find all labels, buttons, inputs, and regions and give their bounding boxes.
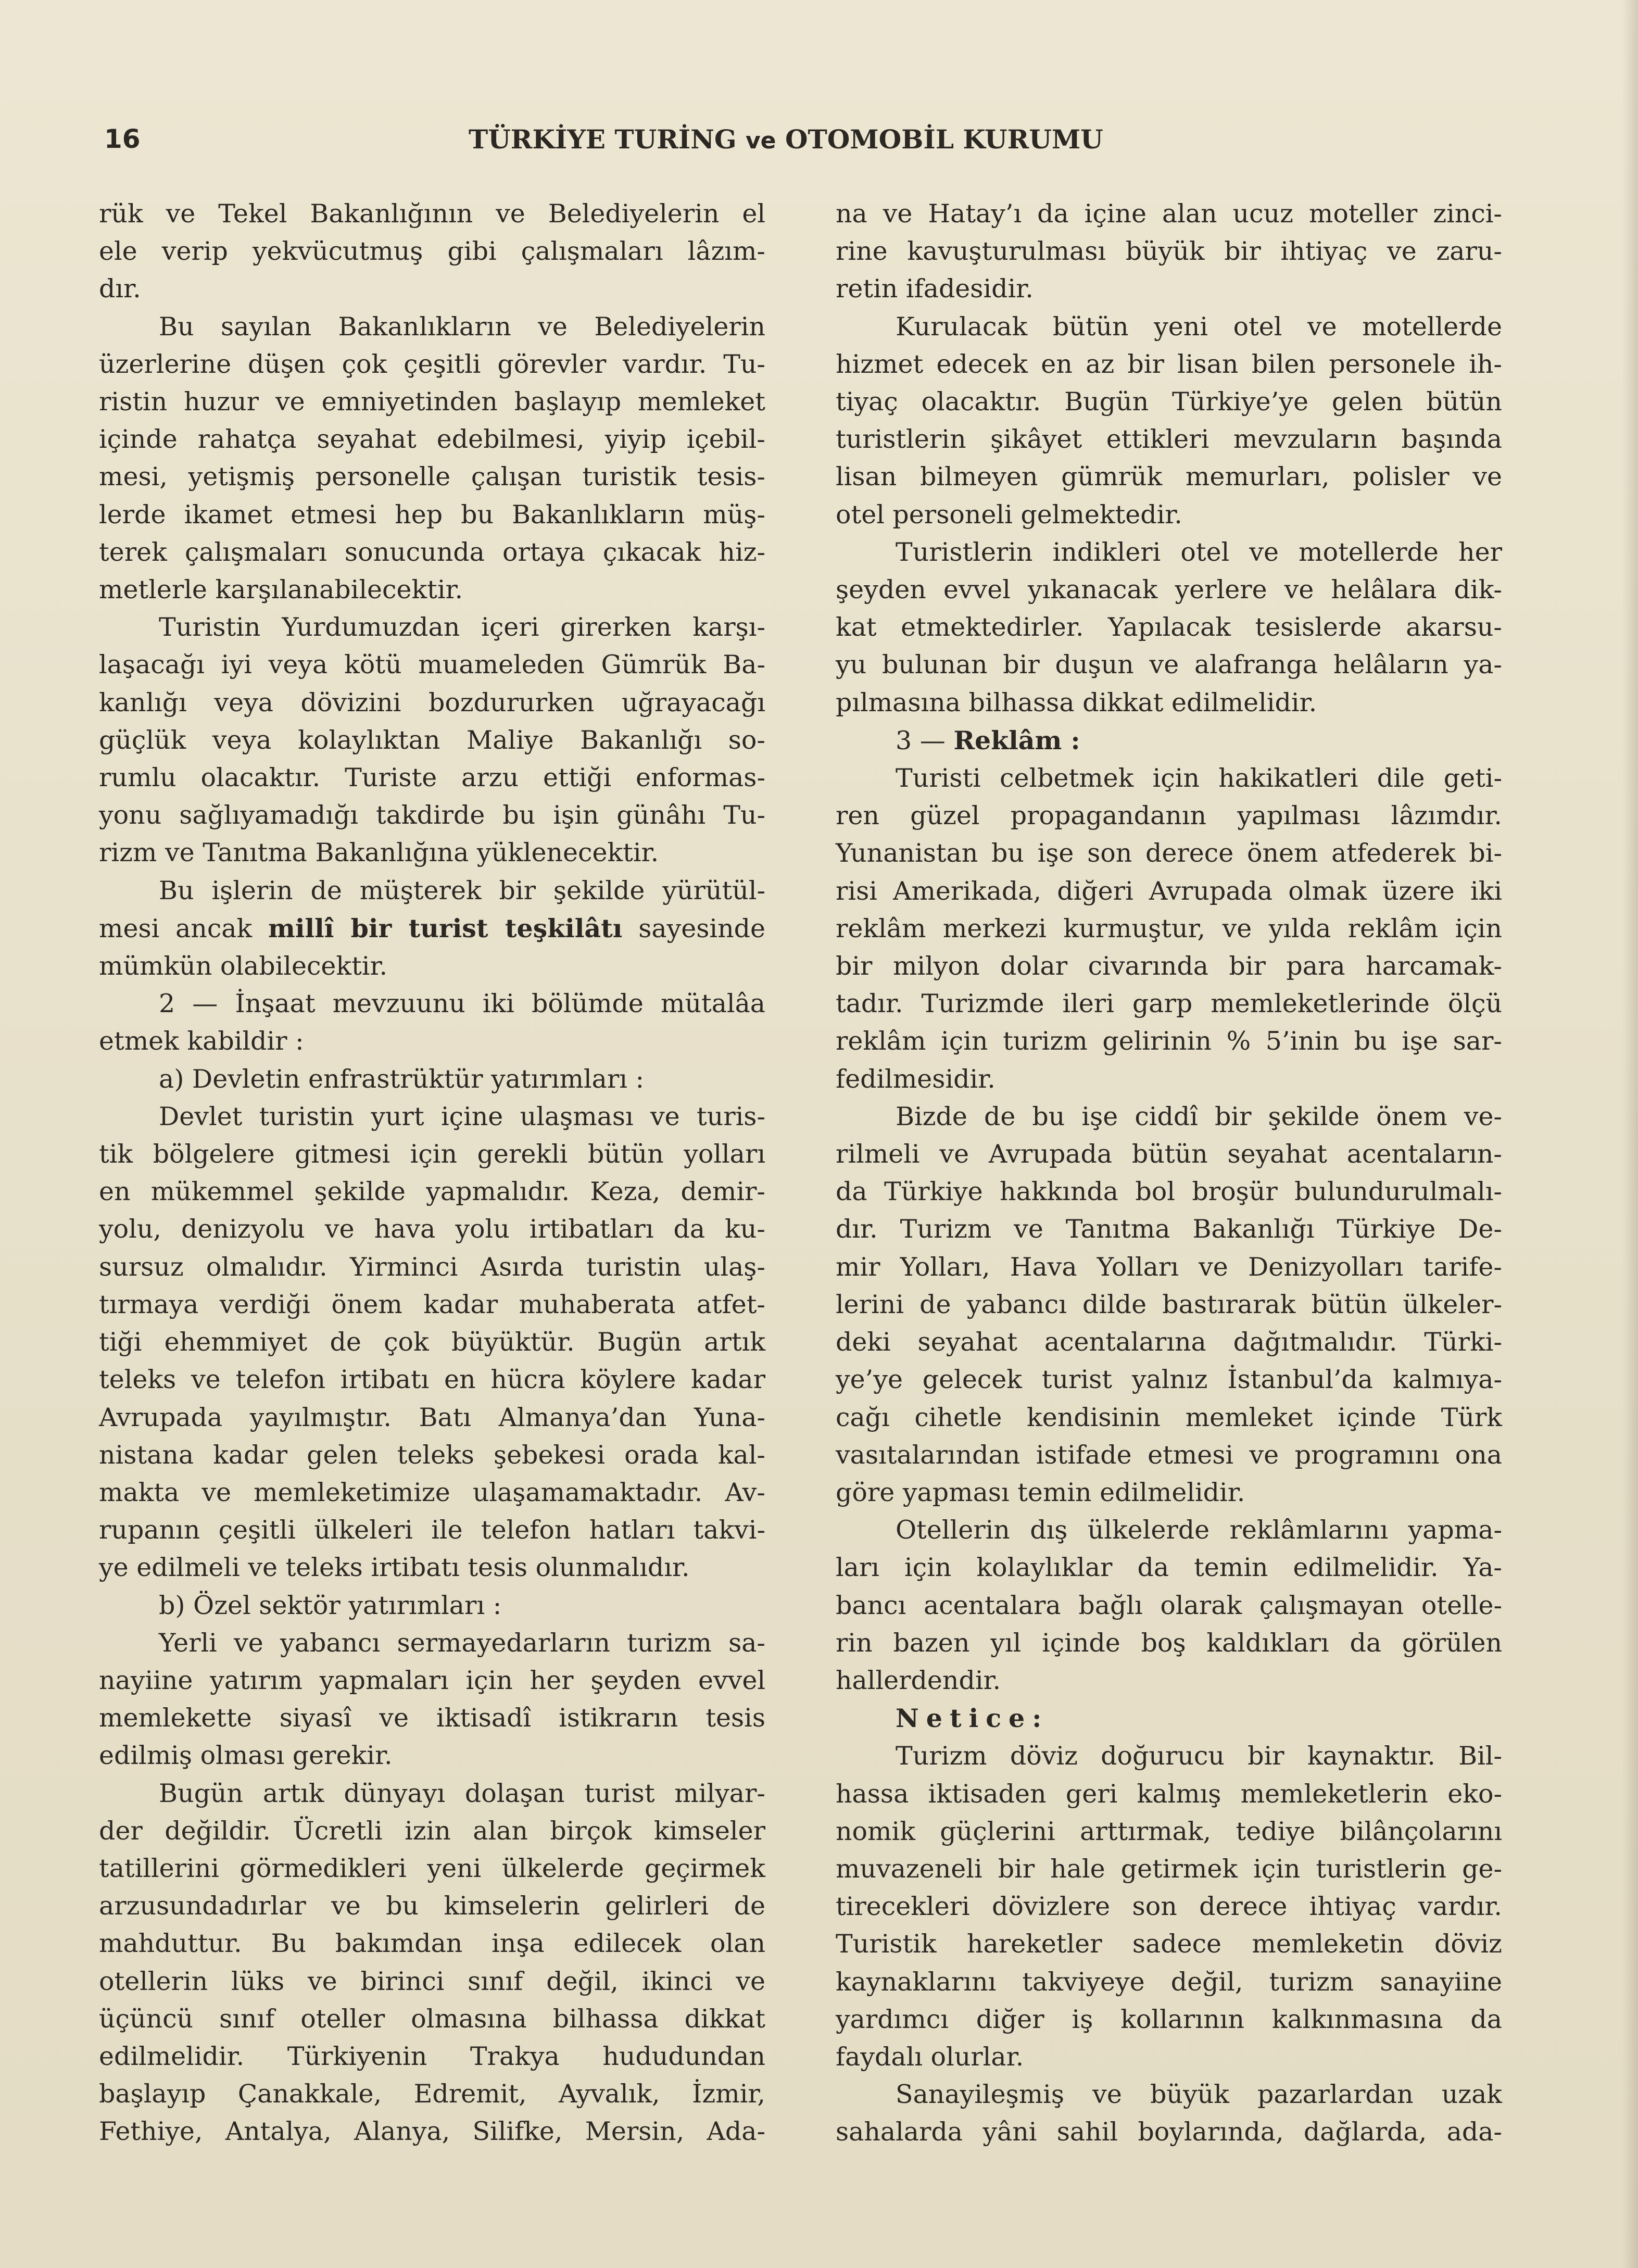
- left-text-line: a) Devletin enfrastrüktür yatırımları :: [159, 1064, 645, 1094]
- page-number: 16: [104, 124, 141, 154]
- right-text-line: ye’ye gelecek turist yalnız İstanbul’da kalmıya-: [836, 1365, 1502, 1395]
- right-text-line: Turisti celbetmek için hakikatleri dile geti-: [896, 763, 1502, 793]
- right-text-line: sahalarda yâni sahil boylarında, dağlarda, ada-: [836, 2117, 1502, 2147]
- right-text-line: Kurulacak bütün yeni otel ve motellerde: [896, 311, 1502, 342]
- left-text-line: ele verip yekvücutmuş gibi çalışmaları lâzım-: [99, 236, 765, 267]
- left-text-line: dır.: [99, 274, 141, 304]
- left-column: [99, 195, 765, 2151]
- right-text-line: retin ifadesidir.: [836, 274, 1034, 304]
- right-text-line: tirecekleri dövizlere son derece ihtiyaç vardır.: [836, 1892, 1502, 1922]
- right-text-line: da Türkiye hakkında bol broşür bulundurulmalı-: [836, 1177, 1502, 1207]
- left-text-line: ristin huzur ve emniyetinden başlayıp memleket: [99, 387, 765, 417]
- left-text-line: ye edilmeli ve teleks irtibatı tesis olunmalıdır.: [99, 1553, 690, 1583]
- left-text-line: memlekette siyasî ve iktisadî istikrarın tesis: [99, 1703, 765, 1733]
- left-text-line: rizm ve Tanıtma Bakanlığına yüklenecektir.: [99, 838, 659, 868]
- right-text-line: reklâm merkezi kurmuştur, ve yılda reklâm için: [836, 913, 1502, 943]
- right-text-line: risi Amerikada, diğeri Avrupada olmak üzere iki: [836, 876, 1502, 906]
- right-text-line: kaynaklarını takviyeye değil, turizm sanayiine: [836, 1967, 1502, 1997]
- right-text-line: turistlerin şikâyet ettikleri mevzuların başında: [836, 424, 1502, 455]
- left-text-line: edilmiş olması gerekir.: [99, 1741, 393, 1771]
- right-text-line: lisan bilmeyen gümrük memurları, polisler ve: [836, 462, 1502, 492]
- right-text-line: ları için kolaylıklar da temin edilmelidir. Ya-: [836, 1553, 1502, 1583]
- left-text-line: edilmelidir. Türkiyenin Trakya hududundan: [99, 2041, 765, 2071]
- left-text-line: der değildir. Ücretli izin alan birçok kimseler: [99, 1816, 765, 1846]
- left-text-line: 2 — İnşaat mevzuunu iki bölümde mütalâa: [159, 989, 765, 1019]
- left-text-line: nistana kadar gelen teleks şebekesi orada kal-: [99, 1440, 765, 1470]
- left-text-line: yolu, denizyolu ve hava yolu irtibatları da ku-: [99, 1214, 765, 1244]
- left-text-line: mümkün olabilecektir.: [99, 951, 388, 981]
- right-text-line: Bizde de bu işe ciddî bir şekilde önem ve-: [896, 1101, 1502, 1131]
- left-text-line: yonu sağlıyamadığı takdirde bu işin günâhı Tu-: [99, 800, 765, 830]
- right-text-line: fedilmesidir.: [836, 1064, 996, 1094]
- left-text-line: laşacağı iyi veya kötü muameleden Gümrük Ba-: [99, 650, 765, 680]
- journal-title-connector: ve: [746, 128, 776, 154]
- right-text-line: pılmasına bilhassa dikkat edilmelidir.: [836, 687, 1317, 717]
- left-text-line: Bu sayılan Bakanlıkların ve Belediyelerin: [159, 311, 765, 342]
- left-text-line: üçüncü sınıf oteller olmasına bilhassa dikkat: [99, 2004, 765, 2034]
- left-text-line: rumlu olacaktır. Turiste arzu ettiği enformas-: [99, 763, 765, 793]
- right-text-line: yardımcı diğer iş kollarının kalkınmasına da: [836, 2004, 1502, 2034]
- left-text-line: tik bölgelere gitmesi için gerekli bütün yolları: [99, 1139, 765, 1169]
- right-text-line: şeyden evvel yıkanacak yerlere ve helâlara dik-: [836, 575, 1502, 605]
- right-text-line: rilmeli ve Avrupada bütün seyahat acentaların-: [836, 1139, 1502, 1169]
- right-text-line: reklâm için turizm gelirinin % 5’inin bu işe sar-: [836, 1026, 1502, 1056]
- left-text-line: metlerle karşılanabilecektir.: [99, 575, 463, 605]
- left-text-line: üzerlerine düşen çok çeşitli görevler vardır. Tu-: [99, 349, 765, 379]
- right-text-line: lerini de yabancı dilde bastırarak bütün ülkeler-: [836, 1289, 1502, 1319]
- left-text-line: sursuz olmalıdır. Yirminci Asırda turistin ulaş-: [99, 1252, 765, 1282]
- left-text-line: mahduttur. Bu bakımdan inşa edilecek olan: [99, 1929, 765, 1959]
- right-text-line: vasıtalarından istifade etmesi ve programını ona: [836, 1440, 1502, 1470]
- left-text-line: etmek kabildir :: [99, 1026, 304, 1056]
- left-text-line: Bu işlerin de müşterek bir şekilde yürütül-: [159, 875, 765, 905]
- right-text-line: Yunanistan bu işe son derece önem atfederek bi-: [836, 838, 1502, 868]
- left-text-line: makta ve memleketimize ulaşamamaktadır. Av-: [99, 1477, 765, 1507]
- right-text-line: mir Yolları, Hava Yolları ve Denizyolları tarife-: [836, 1252, 1502, 1282]
- right-text-line: rin bazen yıl içinde boş kaldıkları da görülen: [836, 1628, 1502, 1658]
- left-text-line: terek çalışmaları sonucunda ortaya çıkacak hiz-: [99, 537, 765, 567]
- left-text-line: tatillerini görmedikleri yeni ülkelerde geçirmek: [99, 1853, 765, 1883]
- right-text-line: nomik güçlerini arttırmak, tediye bilânçolarını: [836, 1816, 1502, 1846]
- right-text-line: hassa iktisaden geri kalmış memleketlerin eko-: [836, 1779, 1502, 1809]
- left-text-line: nayiine yatırım yapmaları için her şeyden evvel: [99, 1665, 765, 1695]
- left-text-line: teleks ve telefon irtibatı en hücra köylere kadar: [99, 1365, 765, 1395]
- journal-title-part-2: OTOMOBİL KURUMU: [785, 124, 1103, 155]
- right-text-line: muvazeneli bir hale getirmek için turistlerin ge-: [836, 1854, 1502, 1884]
- right-column: [836, 195, 1502, 2151]
- right-text-line: göre yapması temin edilmelidir.: [836, 1477, 1245, 1507]
- right-text-line: otel personeli gelmektedir.: [836, 499, 1182, 530]
- left-text-line: Bugün artık dünyayı dolaşan turist milyar-: [159, 1778, 765, 1808]
- right-text-line: Turistlerin indikleri otel ve motellerde her: [896, 537, 1502, 567]
- right-text-line: deki seyahat acentalarına dağıtmalıdır. Türki-: [836, 1327, 1502, 1357]
- left-text-line: Fethiye, Antalya, Alanya, Silifke, Mersin, Ada-: [99, 2116, 765, 2147]
- right-text-line: hizmet edecek en az bir lisan bilen personele ih-: [836, 349, 1502, 379]
- right-text-line: kat etmektedirler. Yapılacak tesislerde akarsu-: [836, 612, 1502, 642]
- page-edge-shadow: [1622, 0, 1638, 2268]
- left-text-line: güçlük veya kolaylıktan Maliye Bakanlığı so-: [99, 725, 765, 755]
- right-text-line: Otellerin dış ülkelerde reklâmlarını yapma-: [896, 1515, 1502, 1545]
- right-text-line: Turistik hareketler sadece memleketin döviz: [836, 1929, 1502, 1959]
- left-text-line: mesi ancak millî bir turist teşkilâtı sayesinde: [99, 913, 765, 943]
- left-text-line: Devlet turistin yurt içine ulaşması ve turis-: [159, 1101, 765, 1131]
- right-text-line: hallerdendir.: [836, 1665, 1001, 1695]
- left-text-line: Yerli ve yabancı sermayedarların turizm sa-: [159, 1628, 765, 1658]
- right-text-line: tadır. Turizmde ileri garp memleketlerinde ölçü: [836, 989, 1502, 1019]
- right-text-line: faydalı olurlar.: [836, 2042, 1024, 2072]
- right-text-line: na ve Hatay’ı da içine alan ucuz moteller zinci-: [836, 199, 1502, 229]
- right-text-line: tiyaç olacaktır. Bugün Türkiye’ye gelen bütün: [836, 387, 1502, 417]
- left-text-line: Turistin Yurdumuzdan içeri girerken karşı-: [159, 612, 765, 642]
- left-text-line: rük ve Tekel Bakanlığının ve Belediyelerin el: [99, 199, 765, 229]
- right-text-line: bir milyon dolar civarında bir para harcamak-: [836, 951, 1502, 981]
- left-text-line: lerde ikamet etmesi hep bu Bakanlıkların müş-: [99, 499, 765, 530]
- right-text-line: cağı cihetle kendisinin memleket içinde Türk: [836, 1402, 1502, 1432]
- left-text-line: içinde rahatça seyahat edebilmesi, yiyip içebil-: [99, 424, 765, 455]
- right-text-line: Turizm döviz doğurucu bir kaynaktır. Bil-: [896, 1741, 1502, 1771]
- right-text-line: dır. Turizm ve Tanıtma Bakanlığı Türkiye De-: [836, 1214, 1502, 1244]
- left-text-line: arzusundadırlar ve bu kimselerin gelirleri de: [99, 1891, 765, 1921]
- journal-title: [469, 124, 1103, 155]
- left-text-line: b) Özel sektör yatırımları :: [159, 1590, 502, 1620]
- right-text-line: yu bulunan bir duşun ve alafranga helâların ya-: [836, 650, 1502, 680]
- journal-title-part-1: TÜRKİYE TURİNG: [469, 124, 737, 155]
- right-text-line: Sanayileşmiş ve büyük pazarlardan uzak: [896, 2080, 1502, 2110]
- right-text-line: bancı acentalara bağlı olarak çalışmayan otelle-: [836, 1590, 1502, 1620]
- left-text-line: Avrupada yayılmıştır. Batı Almanya’dan Yuna-: [99, 1402, 765, 1432]
- left-text-line: en mükemmel şekilde yapmalıdır. Keza, demir-: [99, 1177, 765, 1207]
- right-text-line: rine kavuşturulması büyük bir ihtiyaç ve zaru-: [836, 236, 1502, 267]
- left-text-line: tırmaya verdiği önem kadar muhaberata atfet-: [99, 1289, 765, 1319]
- right-text-line: Netice:: [896, 1703, 1049, 1734]
- left-text-line: başlayıp Çanakkale, Edremit, Ayvalık, İzmir,: [99, 2079, 765, 2109]
- left-text-line: tiği ehemmiyet de çok büyüktür. Bugün artık: [99, 1327, 765, 1357]
- right-text-line: ren güzel propagandanın yapılması lâzımdır.: [836, 801, 1502, 831]
- left-text-line: kanlığı veya dövizini bozdururken uğrayacağı: [99, 687, 765, 717]
- left-text-line: mesi, yetişmiş personelle çalışan turistik tesis-: [99, 462, 765, 492]
- right-text-line: 3 — Reklâm :: [896, 725, 1080, 755]
- left-text-line: rupanın çeşitli ülkeleri ile telefon hatları takvi-: [99, 1515, 765, 1545]
- left-text-line: otellerin lüks ve birinci sınıf değil, ikinci ve: [99, 1966, 765, 1996]
